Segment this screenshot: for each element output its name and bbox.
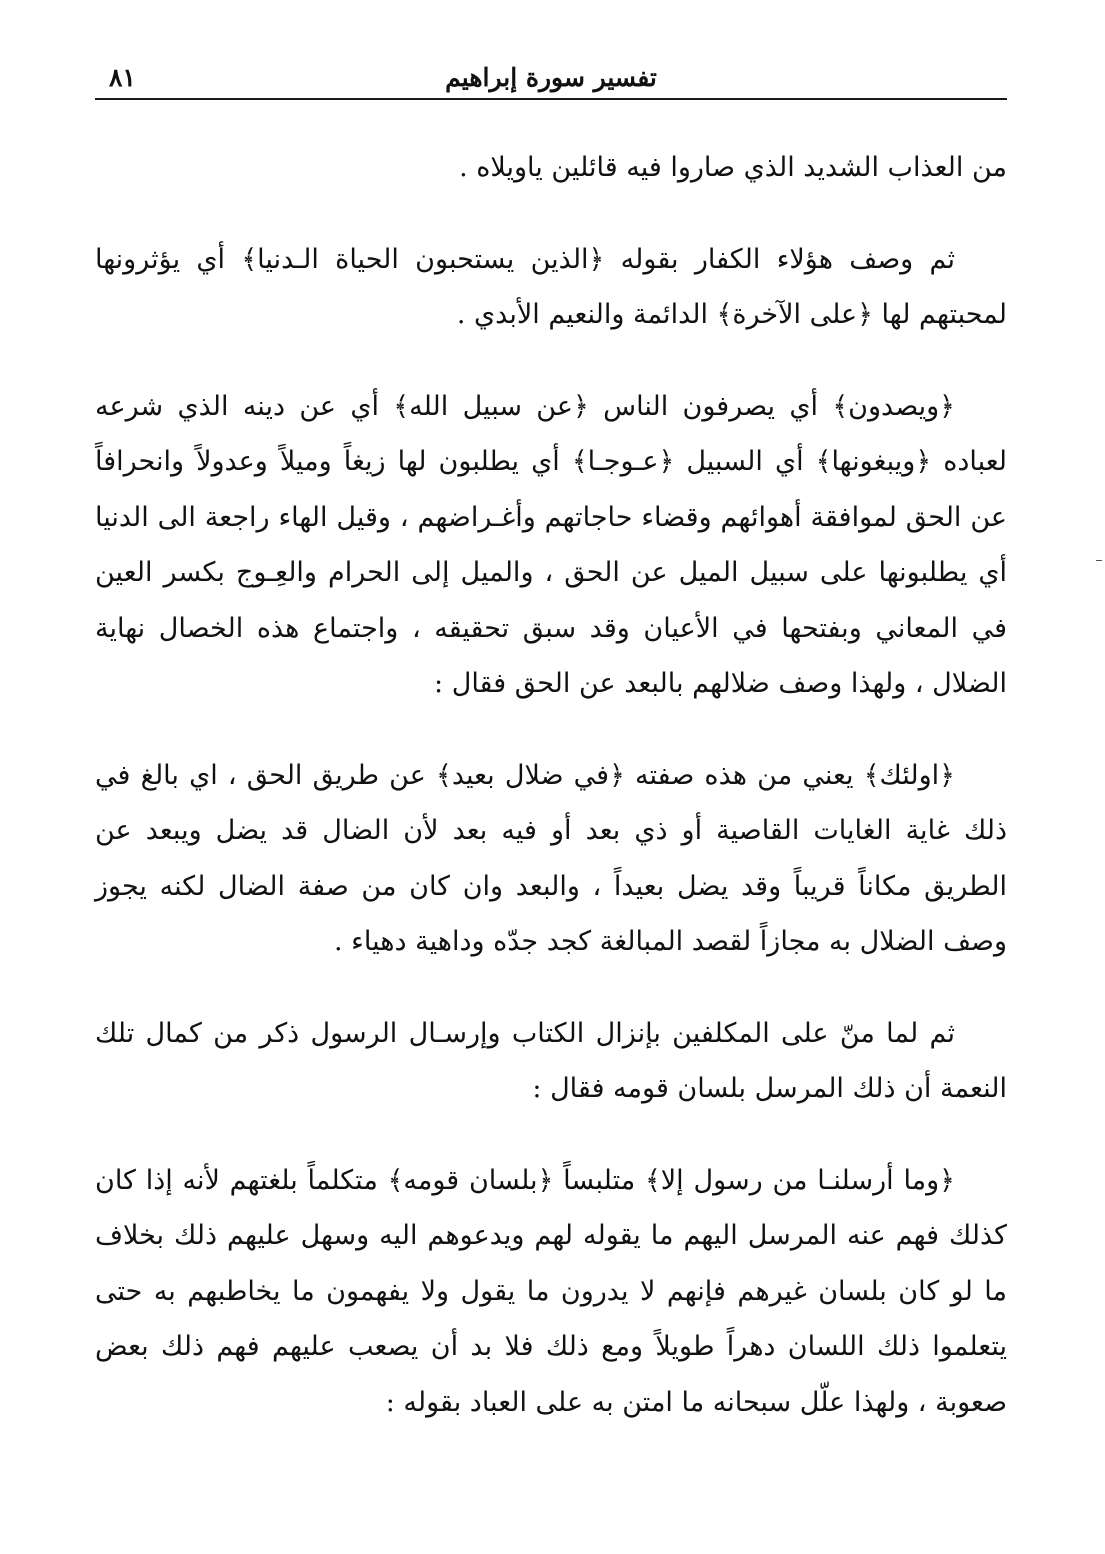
paragraph: ثم وصف هؤلاء الكفار بقوله ﴿الذين يستحبون الحياة الـدنيا﴾ أي يؤثرونها لمحبتهم لها ﴿على الآخرة﴾ الدائمة والنعيم الأبدي . — [95, 243, 1007, 330]
running-title: تفسير سورة إبراهيم — [445, 63, 657, 92]
body-text — [95, 100, 1007, 1430]
running-header — [95, 48, 1007, 100]
book-page — [95, 48, 1007, 1528]
paragraph: ثم لما منّ على المكلفين بإنزال الكتاب وإرسـال الرسول ذكر من كمال تلك النعمة أن ذلك المرسل بلسان قومه فقال : — [95, 1017, 1007, 1104]
margin-mark — [1096, 560, 1102, 561]
paragraph-continuation: من العذاب الشديد الذي صاروا فيه قائلين ياويلاه . — [459, 152, 1007, 183]
paragraph: ﴿ويصدون﴾ أي يصرفون الناس ﴿عن سبيل الله﴾ أي عن دينه الذي شرعه لعباده ﴿ويبغونها﴾ أي السبيل ﴿عـوجـا﴾ أي يطلبون لها زيغاً وميلاً وعدولاً وانحرافاً عن الحق لموافقة أهوائهم وقضاء حاجاتهم وأغـراضهم ، وقيل الهاء راجعة الى الدنيا أي يطلبونها على سبيل الميل عن الحق ، والميل إلى الحرام والعِـوج بكسر العين في المعاني وبفتحها في الأعيان وقد سبق تحقيقه ، واجتماع هذه الخصال نهاية الضلال ، ولهذا وصف ضلالهم بالبعد عن الحق فقال : — [95, 390, 1007, 699]
page-number: ٨١ — [109, 63, 136, 92]
paragraph: ﴿اولئك﴾ يعني من هذه صفته ﴿في ضلال بعيد﴾ عن طريق الحق ، اي بالغ في ذلك غاية الغايات القاصية أو ذي بعد أو فيه بعد لأن الضال قد يضل ويبعد عن الطريق مكاناً قريباً وقد يضل بعيداً ، والبعد وان كان من صفة الضال لكنه يجوز وصف الضلال به مجازاً لقصد المبالغة كجد جدّه وداهية دهياء . — [95, 759, 1007, 957]
paragraph: ﴿وما أرسلنـا من رسول إلا﴾ متلبساً ﴿بلسان قومه﴾ متكلماً بلغتهم لأنه إذا كان كذلك فهم عنه المرسل اليهم ما يقوله لهم ويدعوهم اليه وسهل عليهم ذلك بخلاف ما لو كان بلسان غيرهم فإنهم لا يدرون ما يقول ولا يفهمون ما يخاطبهم به حتى يتعلموا ذلك اللسان دهراً طويلاً ومع ذلك فلا بد أن يصعب عليهم فهم ذلك بعض صعوبة ، ولهذا علّل سبحانه ما امتن به على العباد بقوله : — [95, 1164, 1007, 1418]
